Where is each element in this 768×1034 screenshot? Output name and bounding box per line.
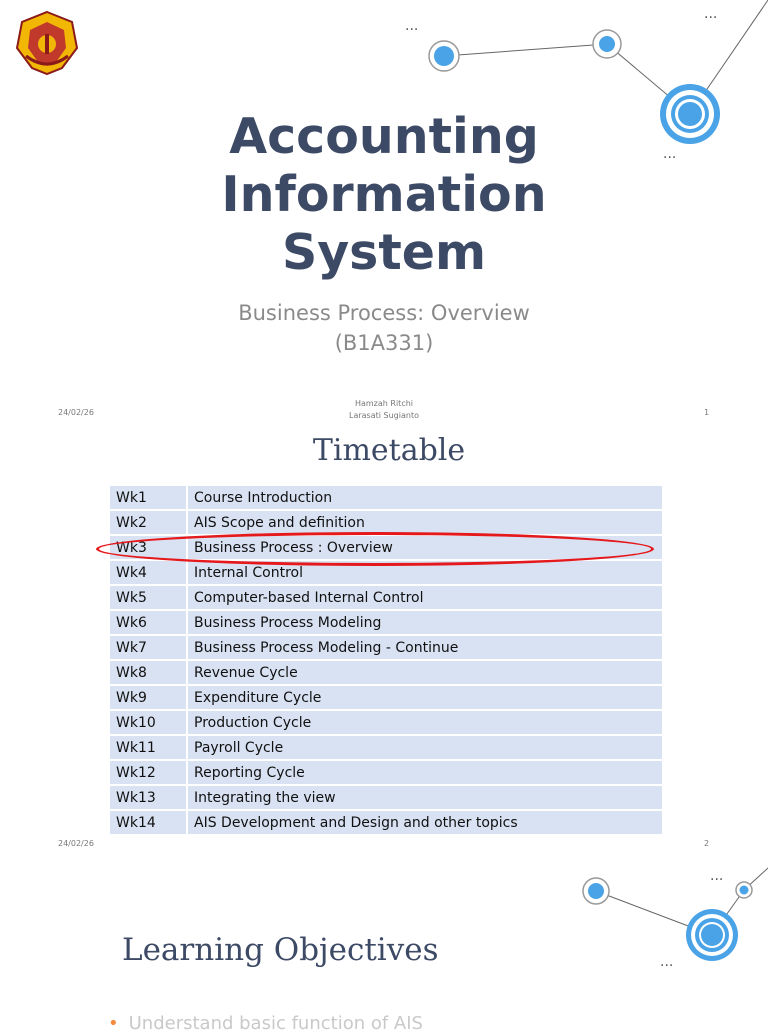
table-row bbox=[110, 586, 662, 609]
decoration-dots: ... bbox=[405, 18, 419, 34]
slide-heading: Learning Objectives bbox=[122, 932, 439, 968]
course-code: (B1A331) bbox=[334, 331, 434, 355]
table-row bbox=[110, 511, 662, 534]
title-slide bbox=[0, 0, 768, 426]
presentation-title bbox=[0, 108, 768, 282]
topic-cell: Payroll Cycle bbox=[188, 736, 662, 759]
decoration-dots: ... bbox=[710, 868, 724, 884]
slide-date: 24/02/26 bbox=[58, 839, 94, 848]
week-cell: Wk12 bbox=[110, 761, 188, 784]
topic-cell: AIS Development and Design and other topics bbox=[188, 811, 662, 834]
table-row bbox=[110, 686, 662, 709]
slide-date: 24/02/26 bbox=[58, 408, 94, 417]
week-cell: Wk1 bbox=[110, 486, 188, 509]
week-cell: Wk8 bbox=[110, 661, 188, 684]
slide-heading: Timetable bbox=[312, 433, 466, 468]
objective-text: Understand basic function of AIS bbox=[128, 1013, 423, 1034]
week-cell: Wk11 bbox=[110, 736, 188, 759]
topic-cell: Production Cycle bbox=[188, 711, 662, 734]
author-name: Hamzah Ritchi bbox=[354, 399, 414, 408]
week-cell: Wk4 bbox=[110, 561, 188, 584]
table-row bbox=[110, 786, 662, 809]
week-cell: Wk14 bbox=[110, 811, 188, 834]
table-row bbox=[110, 736, 662, 759]
learning-objectives-slide bbox=[0, 858, 768, 1034]
table-row bbox=[110, 486, 662, 509]
network-decoration bbox=[570, 858, 768, 968]
topic-cell: Integrating the view bbox=[188, 786, 662, 809]
timetable-slide bbox=[0, 427, 768, 857]
table-row bbox=[110, 711, 662, 734]
week-cell: Wk7 bbox=[110, 636, 188, 659]
title-line: Information bbox=[221, 166, 547, 223]
subtitle-line: Business Process: Overview bbox=[238, 301, 530, 325]
week-cell: Wk13 bbox=[110, 786, 188, 809]
week-cell: Wk9 bbox=[110, 686, 188, 709]
authors bbox=[0, 398, 768, 422]
university-logo bbox=[14, 10, 80, 76]
table-row bbox=[110, 661, 662, 684]
slide-number: 1 bbox=[704, 408, 710, 417]
topic-cell: Expenditure Cycle bbox=[188, 686, 662, 709]
topic-cell: Reporting Cycle bbox=[188, 761, 662, 784]
decoration-dots: ... bbox=[660, 954, 674, 970]
topic-cell: Business Process Modeling bbox=[188, 611, 662, 634]
slide-number: 2 bbox=[704, 839, 710, 848]
table-row bbox=[110, 611, 662, 634]
table-row bbox=[110, 811, 662, 834]
week-cell: Wk10 bbox=[110, 711, 188, 734]
table-row bbox=[110, 636, 662, 659]
decoration-dots: ... bbox=[704, 6, 718, 22]
week-cell: Wk5 bbox=[110, 586, 188, 609]
topic-cell: AIS Scope and definition bbox=[188, 511, 662, 534]
bullet-dot: • bbox=[108, 1013, 119, 1034]
title-line: Accounting bbox=[229, 108, 539, 165]
table-row bbox=[110, 761, 662, 784]
topic-cell: Business Process Modeling - Continue bbox=[188, 636, 662, 659]
decoration-dots: ... bbox=[663, 146, 677, 162]
topic-cell: Internal Control bbox=[188, 561, 662, 584]
week-cell: Wk3 bbox=[110, 536, 188, 559]
presentation-subtitle bbox=[0, 298, 768, 358]
highlight-ellipse bbox=[96, 532, 654, 566]
topic-cell: Business Process : Overview bbox=[188, 536, 662, 559]
week-cell: Wk2 bbox=[110, 511, 188, 534]
topic-cell: Computer-based Internal Control bbox=[188, 586, 662, 609]
topic-cell: Revenue Cycle bbox=[188, 661, 662, 684]
author-name: Larasati Sugianto bbox=[349, 411, 419, 420]
title-line: System bbox=[281, 224, 487, 281]
week-cell: Wk6 bbox=[110, 611, 188, 634]
topic-cell: Course Introduction bbox=[188, 486, 662, 509]
